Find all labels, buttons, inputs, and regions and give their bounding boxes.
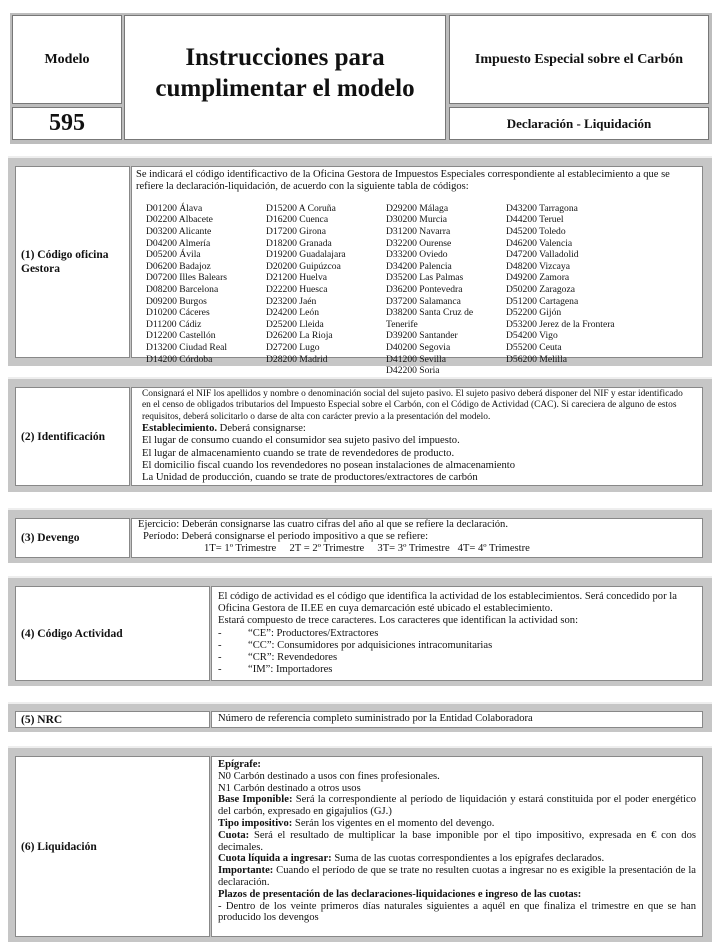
office-code-entry: D27200 Lugo: [266, 341, 320, 353]
code-column: [146, 203, 266, 377]
office-code-entry: D25200 Lleida: [266, 318, 324, 330]
text-line: - Dentro de los veinte primeros días naturales siguientes a aquél en que finaliza el trimestre en que se han producido los devengos: [218, 900, 696, 924]
office-code-entry: D06200 Badajoz: [146, 260, 211, 272]
section-label: [15, 586, 210, 681]
office-code-entry: D01200 Álava: [146, 202, 203, 214]
dash: -: [218, 627, 222, 639]
office-code-entry: D16200 Cuenca: [266, 214, 329, 226]
office-code-entry: D02200 Albacete: [146, 214, 213, 226]
text-line: Será el resultado de multiplicar la base imponible por el tipo impositivo, expresada en € con dos decimales.: [218, 829, 696, 853]
document-title: [124, 15, 446, 140]
section-content: [131, 387, 703, 486]
title-line-1: Instrucciones para: [185, 43, 385, 71]
office-code-entry: D21200 Huelva: [266, 272, 328, 284]
text-line: 1T= 1º Trimestre 2T = 2º Trimestre 3T= 3º Trimestre 4T= 4º Trimestre: [204, 543, 530, 555]
office-code-entry: D30200 Murcia: [386, 214, 448, 226]
section-label: [15, 756, 210, 937]
code-column: [386, 203, 506, 377]
text-line: N1 Carbón destinado a otros usos: [218, 782, 361, 794]
office-code-entry: D12200 Castellón: [146, 330, 216, 342]
office-code-entry: D03200 Alicante: [146, 226, 212, 237]
text-line: Oficina Gestora de II.EE en cuya demarcación esté ubicado el establecimiento.: [218, 603, 553, 615]
dash: -: [218, 639, 222, 651]
text-line: Número de referencia completo suministrado por la Entidad Colaboradora: [218, 713, 533, 724]
text-line: Ejercicio: Deberán consignarse las cuatro cifras del año al que se refiere la declaración.: [138, 519, 509, 530]
office-code-entry: D17200 Girona: [266, 226, 326, 237]
doc-type: [449, 107, 709, 140]
office-code-entry: D24200 León: [266, 307, 320, 319]
office-code-entry: D41200 Sevilla: [386, 353, 446, 365]
section-liquidacion: [8, 746, 712, 942]
office-code-entry: D14200 Córdoba: [146, 353, 213, 365]
text-line: El lugar de almacenamiento cuando se trate de revendedores de producto.: [142, 447, 455, 459]
office-code-entry: D43200 Tarragona: [506, 202, 578, 214]
office-code-entry: D40200 Segovia: [386, 341, 451, 353]
code-column: [506, 203, 666, 377]
list-item: [218, 652, 696, 664]
section-codigo-oficina: [8, 156, 712, 377]
list-item: [218, 628, 696, 640]
office-code-entry: D37200 Salamanca: [386, 295, 461, 307]
office-code-entry: D44200 Teruel: [506, 214, 564, 226]
base-heading: Base Imponible:: [218, 794, 293, 806]
section-content: [211, 586, 703, 681]
text-line: Período: Deberá consignarse el periodo impositivo a que se refiere:: [143, 531, 429, 543]
label-text: (3) Devengo: [21, 532, 80, 544]
title-line-2: cumplimentar el modelo: [155, 74, 415, 102]
office-code-entry: D55200 Ceuta: [506, 341, 562, 353]
cuota-heading: Cuota:: [218, 829, 250, 841]
item-text: “CE”: Productores/Extractores: [248, 627, 379, 639]
modelo-label-text: Modelo: [44, 51, 90, 67]
office-code-entry: D45200 Toledo: [506, 226, 566, 237]
text-line: El código de actividad es el código que identifica la actividad de los establecimientos. Será concedido por la: [218, 591, 677, 602]
office-code-entry: D49200 Zamora: [506, 272, 570, 284]
text-line: La Unidad de producción, cuando se trate de productores/extractores de carbón: [142, 472, 478, 484]
label-text: (2) Identificación: [21, 430, 106, 443]
section-label: [15, 711, 210, 728]
office-code-entry: D05200 Ávila: [146, 249, 201, 261]
text-line: Estará compuesto de trece caracteres. Los caracteres que identifican la actividad son:: [218, 615, 579, 627]
text-line: El lugar de consumo cuando el consumidor sea sujeto pasivo del impuesto.: [142, 435, 460, 447]
item-text: “CC”: Consumidores por adquisiciones intracomunitarias: [248, 639, 493, 651]
plazos-heading: Plazos de presentación de las declaraciones-liquidaciones e ingreso de las cuotas:: [218, 888, 582, 900]
office-code-entry: D04200 Almería: [146, 237, 211, 249]
office-code-entry: D29200 Málaga: [386, 202, 449, 214]
office-code-entry: D36200 Pontevedra: [386, 283, 463, 295]
section-content: [211, 711, 703, 728]
office-code-entry: D08200 Barcelona: [146, 283, 219, 295]
section-identificacion: [8, 377, 712, 492]
item-text: “CR”: Revendedores: [248, 652, 338, 664]
section-devengo: [8, 508, 712, 563]
office-code-entry: D13200 Ciudad Real: [146, 341, 228, 353]
establecimiento-heading: Establecimiento.: [142, 423, 218, 435]
dash: -: [218, 652, 222, 664]
section-label: [15, 518, 130, 558]
modelo-number-text: 595: [49, 110, 85, 136]
office-code-entry: D07200 Illes Balears: [146, 272, 227, 284]
tax-name-text: Impuesto Especial sobre el Carbón: [474, 51, 684, 67]
section-content: [131, 166, 703, 377]
intro-line: Se indicará el código identificactivo de la Oficina Gestora de Impuestos Especiales correspondiente al establecimiento a que se: [136, 169, 670, 180]
text-line: Será la correspondiente al período de liquidación y estará constituida por el poder energético del carbón, expresado en gigajulios (GJ.): [218, 794, 696, 818]
office-code-entry: D09200 Burgos: [146, 295, 207, 307]
list-item: [218, 664, 696, 676]
office-code-entry: D35200 Las Palmas: [386, 272, 464, 284]
office-code-entry: D15200 A Coruña: [266, 202, 336, 214]
office-code-entry: D50200 Zaragoza: [506, 283, 575, 295]
office-code-entry: D28200 Madrid: [266, 353, 328, 365]
epigrafe-heading: Epígrafe:: [218, 759, 261, 770]
office-code-entry: D51200 Cartagena: [506, 295, 579, 307]
cuota-liquida-heading: Cuota líquida a ingresar:: [218, 853, 332, 865]
text-line: Suma de las cuotas correspondientes a los epígrafes declarados.: [331, 853, 605, 865]
office-code-entry: D10200 Cáceres: [146, 307, 210, 319]
office-code-entry: D31200 Navarra: [386, 226, 451, 237]
text-line: Serán los vigentes en el momento del devengo.: [292, 817, 495, 829]
text-line: Deberá consignarse:: [217, 423, 306, 435]
modelo-label: [12, 15, 122, 104]
modelo-number: [12, 107, 122, 140]
office-code-entry: D19200 Guadalajara: [266, 249, 346, 261]
office-code-entry: D54200 Vigo: [506, 330, 558, 342]
office-code-entry: D52200 Gijón: [506, 307, 562, 319]
office-code-entry: D33200 Oviedo: [386, 249, 448, 261]
list-item: [218, 640, 696, 652]
section-codigo-actividad: [8, 576, 712, 686]
item-text: “IM”: Importadores: [248, 664, 333, 676]
office-code-entry: D23200 Jaén: [266, 295, 317, 307]
section-nrc: [8, 702, 712, 732]
doc-type-text: Declaración - Liquidación: [506, 115, 652, 131]
section-content: [211, 756, 703, 937]
text-line: N0 Carbón destinado a usos con fines profesionales.: [218, 770, 440, 782]
office-code-entry: D20200 Guipúzcoa: [266, 260, 341, 272]
office-code-entry: D56200 Melilla: [506, 353, 568, 365]
text-line: El domicilio fiscal cuando los revendedores no posean instalaciones de almacenamiento: [142, 459, 516, 471]
code-column: [266, 203, 386, 377]
label-text: (4) Código Actividad: [21, 627, 123, 640]
office-code-entry: D47200 Valladolid: [506, 249, 579, 261]
dash: -: [218, 664, 222, 676]
office-code-entry: D39200 Santander: [386, 330, 458, 342]
office-code-entry: D34200 Palencia: [386, 260, 452, 272]
office-code-entry: D18200 Granada: [266, 237, 332, 249]
text-line: requisitos, deberá solicitarlo o darse de alta con carácter previo a la presentación del modelo.: [142, 411, 491, 422]
importante-heading: Importante:: [218, 865, 274, 877]
office-code-entry: D46200 Valencia: [506, 237, 573, 249]
label-text: (6) Liquidación: [21, 840, 97, 853]
tax-name: [449, 15, 709, 104]
office-code-entry: D32200 Ourense: [386, 237, 452, 249]
section-label: [15, 387, 130, 486]
tipo-heading: Tipo impositivo:: [218, 817, 293, 829]
label-line: (1) Código oficina: [21, 249, 109, 261]
intro-line: refiere la declaración-liquidación, de acuerdo con la siguiente tabla de códigos:: [136, 181, 469, 193]
office-code-entry: D42200 Soria: [386, 365, 440, 377]
section-label: [15, 166, 130, 358]
office-code-entry: D48200 Vizcaya: [506, 260, 570, 272]
text-line: en el censo de obligados tributarios del Impuesto Especial sobre el Carbón, con el Código de Actividad (CAC). Si careciera de alguno de estos: [142, 400, 677, 411]
office-code-entry: D38200 Santa Cruz de Tenerife: [386, 307, 474, 330]
office-code-entry: D11200 Cádiz: [146, 318, 202, 330]
text-line: Cuando el período de que se trate no resulten cuotas a ingresar no es exigible la presentación de la declaración.: [218, 865, 696, 888]
office-code-entry: D53200 Jerez de la Frontera: [506, 318, 615, 330]
text-line: Consignará el NIF los apellidos y nombre o denominación social del sujeto pasivo. El sujeto pasivo deberá disponer del NIF y estar identificado: [142, 389, 683, 399]
label-line: Gestora: [21, 263, 60, 275]
office-code-table: [136, 203, 698, 377]
section-content: [131, 518, 703, 558]
office-code-entry: D26200 La Rioja: [266, 330, 333, 342]
label-text: (5) NRC: [21, 713, 63, 726]
office-code-entry: D22200 Huesca: [266, 283, 328, 295]
